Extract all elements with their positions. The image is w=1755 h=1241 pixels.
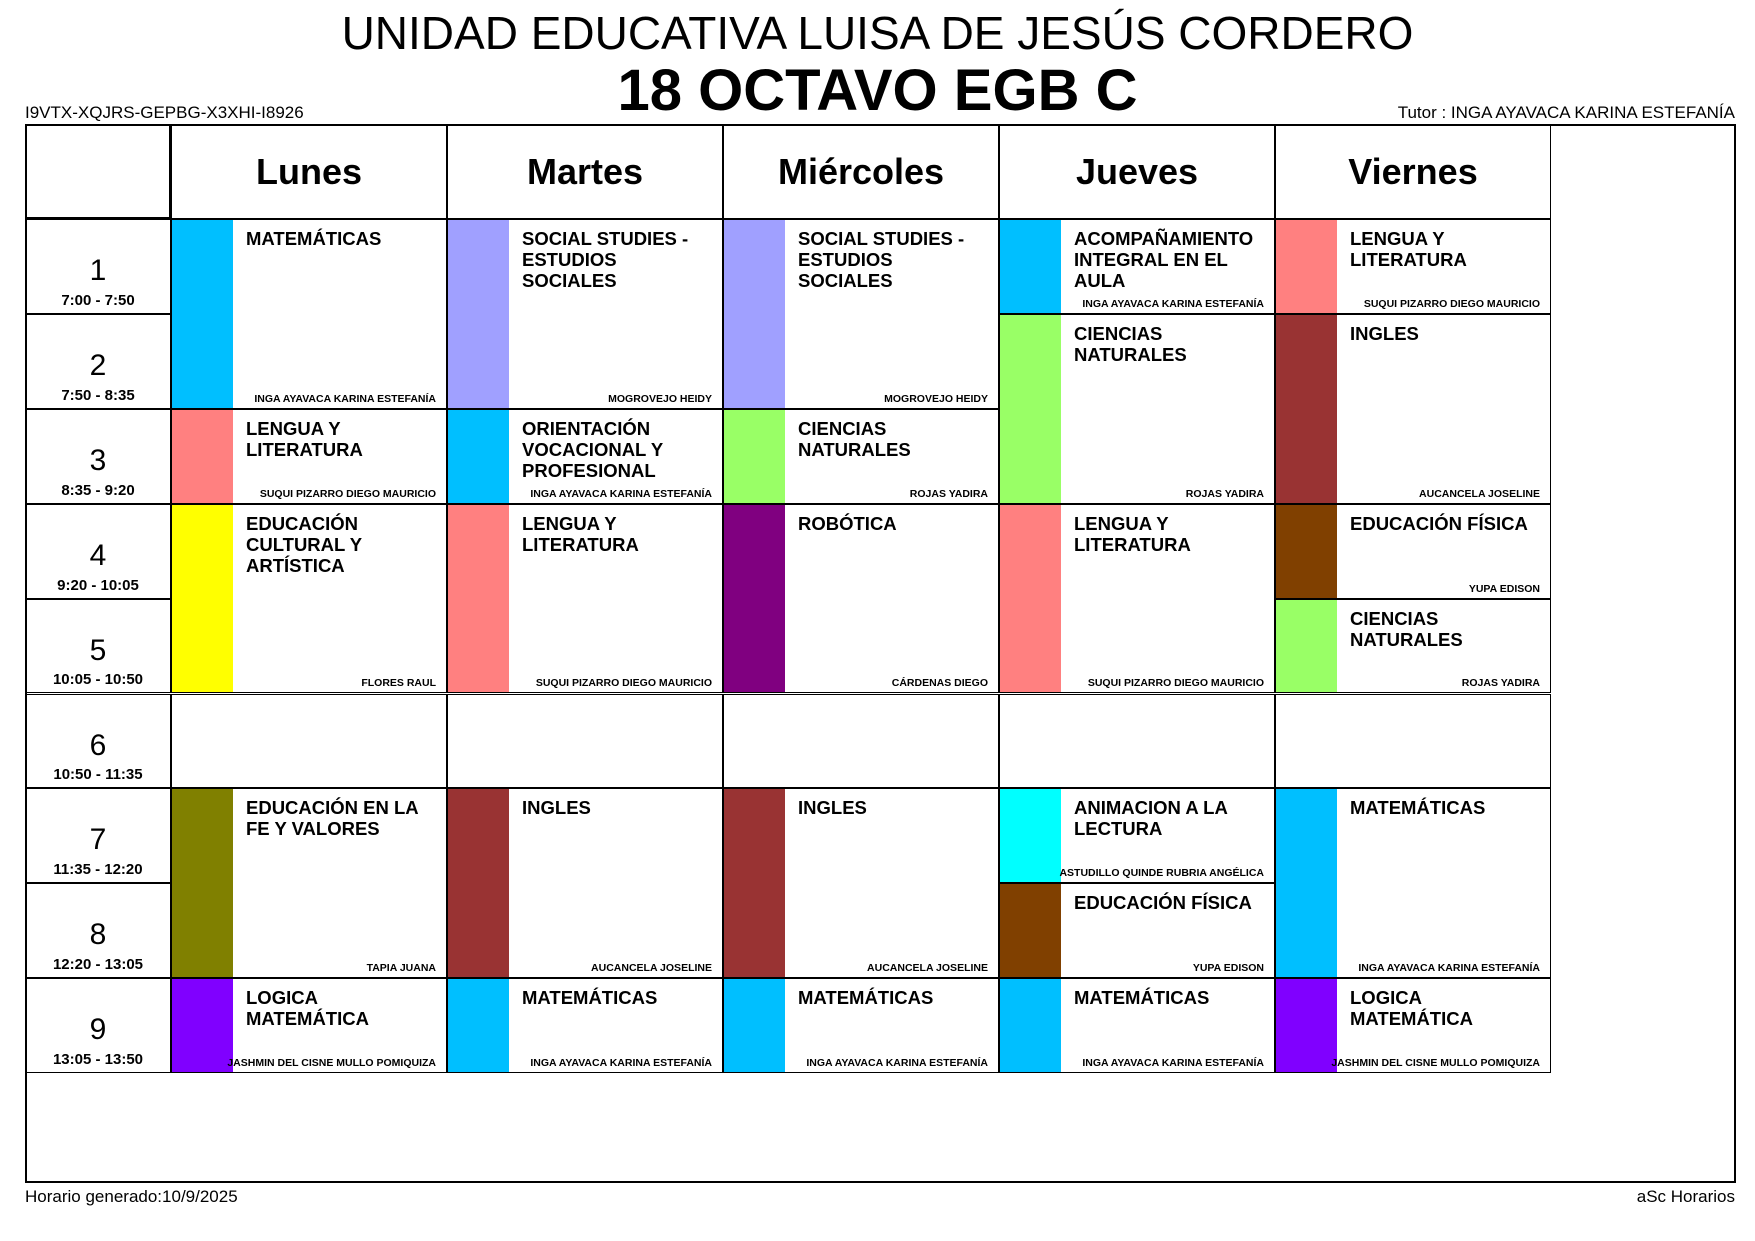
subject-name: EDUCACIÓN FÍSICA (1350, 512, 1528, 534)
lesson-card[interactable] (171, 219, 447, 409)
lesson-card[interactable] (171, 504, 447, 694)
subject-color-swatch (1000, 789, 1061, 882)
teacher-name: TAPIA JUANA (366, 962, 436, 975)
subject-name: CIENCIAS NATURALES (798, 417, 911, 460)
teacher-name: CÁRDENAS DIEGO (891, 677, 988, 690)
lesson-card[interactable] (999, 504, 1275, 694)
lesson-card[interactable] (723, 409, 999, 504)
subject-name: LOGICA MATEMÁTICA (1350, 987, 1473, 1030)
subject-name: INGLES (522, 797, 591, 819)
period-cell (25, 883, 171, 978)
generated-date: Horario generado:10/9/2025 (25, 1187, 238, 1206)
subject-name: MATEMÁTICAS (798, 987, 934, 1009)
subject-color-swatch (448, 220, 509, 408)
subject-color-swatch (448, 979, 509, 1072)
lesson-card[interactable] (1275, 314, 1551, 504)
period-time: 12:20 - 13:05 (52, 956, 144, 974)
teacher-name: JASHMIN DEL CISNE MULLO POMIQUIZA (227, 1057, 436, 1070)
subject-name: EDUCACIÓN FÍSICA (1074, 892, 1252, 914)
teacher-name: MOGROVEJO HEIDY (608, 392, 712, 405)
lesson-card[interactable] (1275, 504, 1551, 599)
teacher-name: ROJAS YADIRA (1461, 677, 1540, 690)
subject-color-swatch (1000, 505, 1061, 693)
subject-name: CIENCIAS NATURALES (1350, 607, 1463, 650)
period-number: 5 (89, 633, 107, 667)
subject-name: ORIENTACIÓN VOCACIONAL Y PROFESIONAL (522, 417, 663, 481)
day-header-0: Lunes (171, 124, 447, 219)
teacher-name: AUCANCELA JOSELINE (591, 962, 712, 975)
subject-color-swatch (1276, 315, 1337, 503)
period-cell (25, 788, 171, 883)
period-cell (25, 409, 171, 504)
subject-name: ACOMPAÑAMIENTO INTEGRAL EN EL AULA (1074, 228, 1254, 291)
period-time: 7:00 - 7:50 (61, 291, 135, 309)
period-time: 10:50 - 11:35 (53, 766, 143, 784)
period-cell (25, 599, 171, 694)
subject-color-swatch (1276, 600, 1337, 693)
subject-name: CIENCIAS NATURALES (1074, 322, 1187, 365)
empty-slot (447, 694, 723, 789)
teacher-name: YUPA EDISON (1468, 582, 1540, 595)
subject-name: MATEMÁTICAS (1074, 987, 1210, 1009)
subject-color-swatch (1276, 220, 1337, 313)
subject-color-swatch (724, 505, 785, 693)
class-title: 18 OCTAVO EGB C (617, 58, 1138, 123)
lesson-card[interactable] (999, 978, 1275, 1073)
period-cell (25, 504, 171, 599)
teacher-name: YUPA EDISON (1192, 962, 1264, 975)
period-number: 1 (89, 254, 107, 287)
period-cell (25, 694, 171, 789)
subject-name: MATEMÁTICAS (1350, 797, 1486, 819)
lesson-card[interactable] (447, 219, 723, 409)
brand-label: aSc Horarios (1636, 1187, 1735, 1206)
lesson-card[interactable] (1275, 219, 1551, 314)
lesson-card[interactable] (999, 788, 1275, 883)
lesson-card[interactable] (447, 504, 723, 694)
teacher-name: MOGROVEJO HEIDY (884, 392, 988, 405)
lesson-card[interactable] (1275, 599, 1551, 694)
period-number: 3 (89, 443, 107, 477)
subject-color-swatch (172, 410, 233, 503)
subject-name: LENGUA Y LITERATURA (246, 417, 363, 460)
period-number: 6 (89, 728, 107, 762)
empty-slot (1275, 694, 1551, 789)
subject-name: INGLES (798, 797, 867, 819)
period-time: 10:05 - 10:50 (52, 671, 144, 689)
teacher-name: JASHMIN DEL CISNE MULLO POMIQUIZA (1331, 1057, 1540, 1070)
subject-color-swatch (1000, 884, 1061, 977)
subject-name: LENGUA Y LITERATURA (1074, 512, 1191, 555)
teacher-name: AUCANCELA JOSELINE (867, 962, 988, 975)
day-header-3: Jueves (999, 124, 1275, 219)
lesson-card[interactable] (999, 314, 1275, 504)
period-time: 9:20 - 10:05 (57, 576, 139, 594)
subject-name: SOCIAL STUDIES - ESTUDIOS SOCIALES (522, 228, 689, 291)
period-cell (25, 314, 171, 409)
subject-name: MATEMÁTICAS (246, 228, 382, 249)
empty-slot (723, 694, 999, 789)
timetable-grid (25, 124, 1736, 1183)
day-header-4: Viernes (1275, 124, 1551, 219)
teacher-name: ROJAS YADIRA (909, 487, 988, 500)
subject-color-swatch (1276, 979, 1337, 1072)
timetable-code: I9VTX-XQJRS-GEPBG-X3XHI-I8926 (25, 103, 304, 122)
corner-cell (25, 124, 171, 219)
period-number: 4 (89, 538, 107, 572)
teacher-name: ASTUDILLO QUINDE RUBRIA ANGÉLICA (1059, 867, 1264, 880)
empty-slot (171, 694, 447, 789)
teacher-name: INGA AYAVACA KARINA ESTEFANÍA (530, 487, 712, 500)
lesson-card[interactable] (171, 788, 447, 978)
school-title: UNIDAD EDUCATIVA LUISA DE JESÚS CORDERO (341, 7, 1414, 59)
subject-color-swatch (172, 220, 233, 408)
subject-color-swatch (448, 505, 509, 693)
period-time: 13:05 - 13:50 (52, 1051, 144, 1069)
lesson-card[interactable] (171, 409, 447, 504)
subject-name: LENGUA Y LITERATURA (522, 512, 639, 555)
period-number: 2 (89, 348, 107, 382)
lesson-card[interactable] (723, 788, 999, 978)
subject-name: SOCIAL STUDIES - ESTUDIOS SOCIALES (798, 228, 965, 291)
empty-slot (999, 694, 1275, 789)
subject-name: EDUCACIÓN EN LA FE Y VALORES (246, 797, 418, 840)
teacher-name: INGA AYAVACA KARINA ESTEFANÍA (1358, 962, 1540, 975)
tutor-label: Tutor : INGA AYAVACA KARINA ESTEFANÍA (1397, 103, 1735, 122)
subject-color-swatch (724, 789, 785, 977)
subject-name: EDUCACIÓN CULTURAL Y ARTÍSTICA (246, 512, 362, 576)
lesson-card[interactable] (723, 978, 999, 1073)
period-cell (25, 219, 171, 314)
lesson-card[interactable] (447, 409, 723, 504)
teacher-name: AUCANCELA JOSELINE (1419, 487, 1540, 500)
subject-color-swatch (1000, 315, 1061, 503)
day-header-2: Miércoles (723, 124, 999, 219)
teacher-name: INGA AYAVACA KARINA ESTEFANÍA (1082, 297, 1264, 310)
subject-name: ANIMACION A LA LECTURA (1074, 797, 1228, 840)
teacher-name: INGA AYAVACA KARINA ESTEFANÍA (1082, 1057, 1264, 1070)
teacher-name: FLORES RAUL (361, 677, 436, 690)
teacher-name: INGA AYAVACA KARINA ESTEFANÍA (254, 392, 436, 405)
period-number: 7 (89, 823, 107, 857)
lesson-card[interactable] (999, 883, 1275, 978)
period-number: 8 (89, 918, 107, 952)
subject-color-swatch (448, 789, 509, 977)
lesson-card[interactable] (1275, 978, 1551, 1073)
teacher-name: ROJAS YADIRA (1185, 487, 1264, 500)
subject-name: INGLES (1350, 322, 1419, 344)
lesson-card[interactable] (999, 219, 1275, 314)
subject-color-swatch (172, 979, 233, 1072)
teacher-name: SUQUI PIZARRO DIEGO MAURICIO (259, 487, 436, 500)
teacher-name: SUQUI PIZARRO DIEGO MAURICIO (535, 677, 712, 690)
teacher-name: INGA AYAVACA KARINA ESTEFANÍA (530, 1057, 712, 1070)
subject-name: MATEMÁTICAS (522, 987, 658, 1009)
lesson-card[interactable] (171, 978, 447, 1073)
day-header-1: Martes (447, 124, 723, 219)
subject-color-swatch (724, 410, 785, 503)
teacher-name: SUQUI PIZARRO DIEGO MAURICIO (1363, 297, 1540, 310)
lesson-card[interactable] (447, 788, 723, 978)
lesson-card[interactable] (447, 978, 723, 1073)
subject-color-swatch (1276, 789, 1337, 977)
teacher-name: SUQUI PIZARRO DIEGO MAURICIO (1087, 677, 1264, 690)
subject-color-swatch (1000, 979, 1061, 1072)
subject-name: ROBÓTICA (798, 512, 897, 534)
lesson-card[interactable] (1275, 788, 1551, 978)
period-number: 9 (89, 1013, 107, 1047)
subject-color-swatch (1000, 220, 1061, 313)
lesson-card[interactable] (723, 219, 999, 409)
subject-color-swatch (724, 979, 785, 1072)
teacher-name: INGA AYAVACA KARINA ESTEFANÍA (806, 1057, 988, 1070)
subject-color-swatch (172, 505, 233, 693)
period-time: 8:35 - 9:20 (61, 481, 135, 499)
period-time: 11:35 - 12:20 (53, 861, 143, 879)
subject-name: LOGICA MATEMÁTICA (246, 987, 369, 1030)
subject-color-swatch (172, 789, 233, 977)
period-time: 7:50 - 8:35 (61, 386, 135, 404)
lesson-card[interactable] (723, 504, 999, 694)
subject-color-swatch (1276, 505, 1337, 598)
subject-name: LENGUA Y LITERATURA (1350, 228, 1467, 270)
subject-color-swatch (448, 410, 509, 503)
subject-color-swatch (724, 220, 785, 408)
period-cell (25, 978, 171, 1073)
